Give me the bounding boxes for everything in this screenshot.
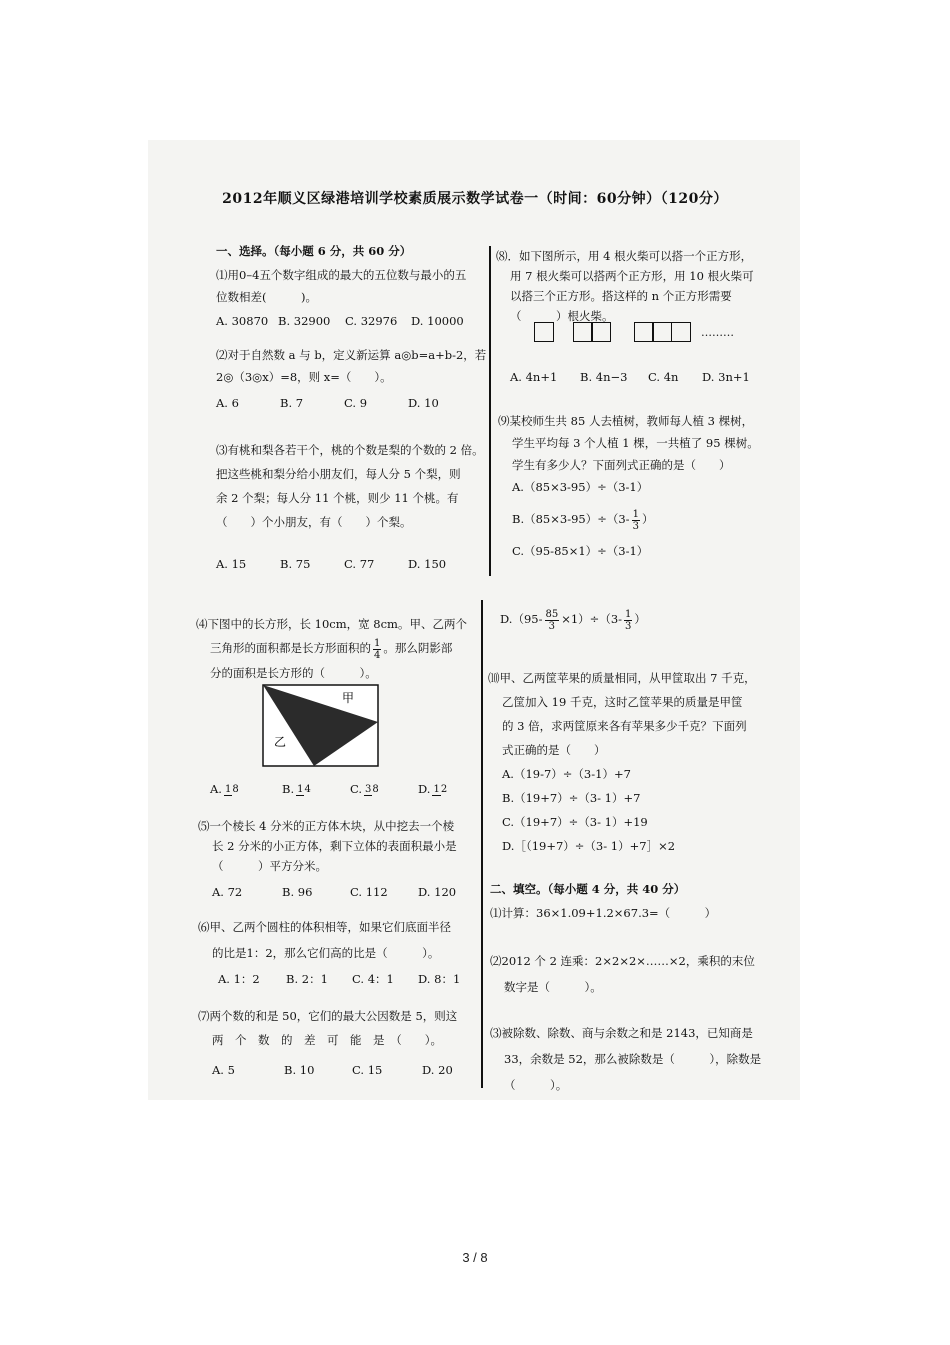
question-5 <box>198 816 468 902</box>
q10-line: 乙筐加入 19 千克，这时乙筐苹果的质量是甲筐 <box>502 695 743 709</box>
q1-line: ⑴用0–4五个数字组成的最大的五位数与最小的五 <box>216 268 467 282</box>
q4-line: ⑷下图中的长方形，长 10cm，宽 8cm。甲、乙两个 <box>196 617 467 631</box>
q2-line: ⑵对于自然数 a 与 b，定义新运算 a◎b=a+b-2，若 <box>216 348 487 362</box>
q2-option: D. 10 <box>408 396 439 410</box>
matchstick-square <box>652 322 672 342</box>
q9-option-c: C.（95-85×1）÷（3-1） <box>512 543 649 558</box>
q8-line: ⑻．如下图所示，用 4 根火柴可以搭一个正方形， <box>496 249 753 263</box>
exam-title: 2012年顺义区绿港培训学校素质展示数学试卷一（时间：60分钟）（120分） <box>222 191 728 207</box>
page-number: 3 / 8 <box>462 1250 488 1265</box>
column-divider-top <box>489 246 491 576</box>
question-4 <box>196 612 466 685</box>
q9-option-d: D.（95- $\frac{85}{3}$ ×1）÷（3- $\frac{1}{3}$ ） <box>500 608 646 632</box>
q4-text: 。那么阴影部 <box>383 641 453 655</box>
matchstick-square <box>634 322 654 342</box>
q7-line: 两 个 数 的 差 可 能 是 （ ）。 <box>212 1033 442 1047</box>
q1-option: A. 30870 <box>216 314 269 328</box>
question-2 <box>216 344 486 414</box>
question-8 <box>496 246 776 326</box>
q3-line: （ ）个小朋友，有（ ）个梨。 <box>216 515 412 529</box>
column-divider-bottom <box>481 600 483 1088</box>
question-6 <box>198 914 468 992</box>
f2-line: ⑵2012 个 2 连乘：2×2×2×……×2，乘积的末位 <box>490 954 755 968</box>
q5-option: B. 96 <box>282 885 313 899</box>
question-1 <box>216 264 486 332</box>
q4-option: D. 12 <box>418 782 448 796</box>
q9-line: ⑼某校师生共 85 人去植树，教师每人植 3 棵树， <box>498 414 754 428</box>
question-3 <box>216 438 486 576</box>
matchstick-squares-figure <box>534 322 734 342</box>
matchstick-square <box>591 322 611 342</box>
question-10 <box>488 666 778 858</box>
q10-line: 的 3 倍，求两筐原来各有苹果多少千克？下面列 <box>502 719 747 733</box>
q8-option: A. 4n+1 <box>510 370 558 384</box>
q7-option: C. 15 <box>352 1063 383 1077</box>
q6-line: 的比是1：2，那么它们高的比是（ ）。 <box>212 946 440 960</box>
q8-option: D. 3n+1 <box>702 370 750 384</box>
label-yi: 乙 <box>274 735 287 749</box>
q2-option: C. 9 <box>344 396 368 410</box>
q2-option: A. 6 <box>216 396 239 410</box>
fill-2 <box>490 948 780 1000</box>
q3-option: B. 75 <box>280 557 311 571</box>
q9-line: 学生有多少人？下面列式正确的是（ ） <box>512 458 731 472</box>
q5-line: 长 2 分米的小正方体，剩下立体的表面积最小是 <box>212 839 457 853</box>
q4-option: C. 38 <box>350 782 379 796</box>
q8-line: 以搭三个正方形。搭这样的 n 个正方形需要 <box>510 289 732 303</box>
q10-line: 式正确的是（ ） <box>502 743 606 757</box>
section1-header: 一、选择。（每小题 6 分，共 60 分） <box>216 244 412 258</box>
q6-option: D. 8：1 <box>418 972 461 986</box>
q7-line: ⑺两个数的和是 50，它们的最大公因数是 5，则这 <box>198 1009 458 1023</box>
q3-option: A. 15 <box>216 557 247 571</box>
q10-option: A.（19-7）÷（3-1）+7 <box>502 767 631 781</box>
q7-option: A. 5 <box>212 1063 235 1077</box>
q3-line: 把这些桃和梨分给小朋友们，每人分 5 个梨，则 <box>216 467 461 481</box>
q6-option: B. 2：1 <box>286 972 328 986</box>
q3-line: ⑶有桃和梨各若干个，桃的个数是梨的个数的 2 倍。 <box>216 443 484 457</box>
q8-options <box>510 366 750 388</box>
q4-option: B. 14 <box>282 782 311 796</box>
q9-option-b: B.（85×3-95）÷（3- $\frac{1}{3}$ ） <box>512 508 654 532</box>
q10-option: C.（19+7）÷（3- 1）+19 <box>502 815 648 829</box>
label-jia: 甲 <box>342 691 355 705</box>
q4-line: 分的面积是长方形的（ ）。 <box>210 665 377 680</box>
q4-option: A. 18 <box>210 782 239 796</box>
ellipsis-dots: ……… <box>701 325 734 339</box>
q1-option: C. 32976 <box>345 314 398 328</box>
q5-line: （ ）平方分米。 <box>212 859 327 873</box>
q5-line: ⑸一个棱长 4 分米的正方体木块，从中挖去一个棱 <box>198 819 455 833</box>
q3-option: D. 150 <box>408 557 447 571</box>
q4-text: 三角形的面积都是长方形面积的 <box>210 641 371 655</box>
left-column-top <box>216 240 481 262</box>
f3-line: ⑶被除数、除数、商与余数之和是 2143，已知商是 <box>490 1026 753 1040</box>
q10-option: B.（19+7）÷（3- 1）+7 <box>502 791 641 805</box>
f3-line: 33，余数是 52，那么被除数是（ ），除数是 <box>504 1052 762 1066</box>
f2-line: 数字是（ ）。 <box>504 980 602 994</box>
f3-line: （ ）。 <box>504 1078 568 1092</box>
q9-line: 学生平均每 3 个人植 1 棵，一共植了 95 棵树。 <box>512 436 759 450</box>
q8-option: B. 4n−3 <box>580 370 628 384</box>
q3-line: 余 2 个梨；每人分 11 个桃，则少 11 个桃。有 <box>216 491 459 505</box>
matchstick-square <box>534 322 554 342</box>
q8-line: 用 7 根火柴可以搭两个正方形，用 10 根火柴可 <box>510 269 754 283</box>
q5-option: C. 112 <box>350 885 388 899</box>
q1-line: 位数相差( )。 <box>216 290 317 304</box>
q1-option: D. 10000 <box>411 314 464 328</box>
q2-line: 2◎（3◎x）=8，则 x=（ ）。 <box>216 370 392 384</box>
q1-option: B. 32900 <box>278 314 331 328</box>
q8-line: （ ）根火柴。 <box>510 309 614 323</box>
q10-option: D.［（19+7）÷（3- 1）+7］×2 <box>502 839 676 853</box>
q6-option: A. 1：2 <box>218 972 260 986</box>
q4-options <box>210 782 470 796</box>
q4-line <box>196 636 466 661</box>
question-9 <box>498 410 778 562</box>
q9-option-a: A.（85×3-95）÷（3-1） <box>512 480 649 494</box>
q10-line: ⑽甲、乙两筐苹果的质量相同，从甲筐取出 7 千克， <box>488 671 756 685</box>
matchstick-square <box>671 322 691 342</box>
q3-option: C. 77 <box>344 557 375 571</box>
q2-option: B. 7 <box>280 396 304 410</box>
rectangle-triangle-figure <box>262 684 380 768</box>
q4-fraction: $\frac{1}{4}$ <box>374 637 381 661</box>
q6-option: C. 4：1 <box>352 972 394 986</box>
fill-3 <box>490 1020 780 1098</box>
q5-option: D. 120 <box>418 885 457 899</box>
matchstick-square <box>573 322 593 342</box>
question-7 <box>198 1004 468 1082</box>
q8-option: C. 4n <box>648 370 679 384</box>
section2-header: 二、填空。（每小题 4 分，共 40 分） <box>490 882 686 896</box>
fill-1: ⑴计算：36×1.09+1.2×67.3=（ ） <box>490 906 717 920</box>
q6-line: ⑹甲、乙两个圆柱的体积相等，如果它们底面半径 <box>198 920 451 934</box>
q7-option: B. 10 <box>284 1063 315 1077</box>
q7-option: D. 20 <box>422 1063 453 1077</box>
q5-option: A. 72 <box>212 885 243 899</box>
section2 <box>490 878 780 924</box>
